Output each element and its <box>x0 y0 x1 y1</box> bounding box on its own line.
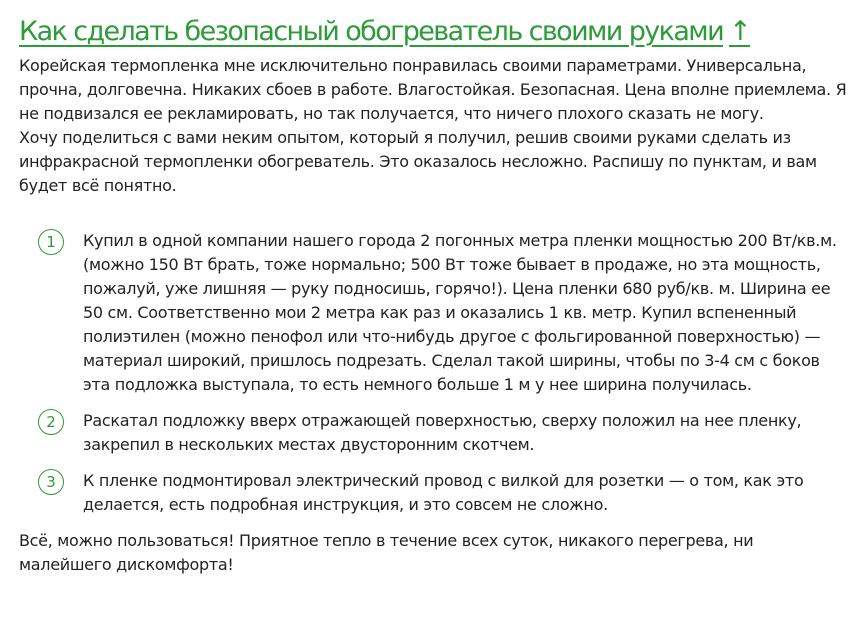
step-text: Раскатал подложку вверх отражающей поверхностью, сверху положил на нее пленку, закрепил в нескольких местах двусторонним скотчем. <box>83 411 802 454</box>
step-text: К пленке подмонтировал электрический провод с вилкой для розетки — о том, как это делается, есть подробная инструкция, и это совсем не сложно. <box>83 471 804 514</box>
step-number-badge: 2 <box>38 409 64 435</box>
step-number-badge: 3 <box>38 469 64 495</box>
article-title-link[interactable] <box>19 10 849 54</box>
step-item <box>19 469 849 517</box>
conclusion-paragraph: Всё, можно пользоваться! Приятное тепло в течение всех суток, никакого перегрева, ни малейшего дискомфорта! <box>19 531 754 574</box>
step-number-badge: 1 <box>38 229 64 255</box>
step-item <box>19 229 849 397</box>
intro-paragraph: Корейская термопленка мне исключительно понравилась своими параметрами. Универсальна, прочна, долговечна. Никаких сбоев в работе. Влагостойкая. Безопасная. Цена вполне приемлема. Я не подвизался ее рекламировать, но так получается, что ничего плохого сказать не могу. <box>19 56 847 123</box>
step-item <box>19 409 849 457</box>
step-text: Купил в одной компании нашего города 2 погонных метра пленки мощностью 200 Вт/кв.м. (можно 150 Вт брать, тоже нормально; 500 Вт тоже бывает в продаже, но эта мощность, пожалуй, уже лишняя — руку подносишь, горячо!). Цена пленки 680 руб/кв. м. Ширина ее 50 см. Соответственно мои 2 метра как раз и оказались 1 кв. метр. Купил вспененный полиэтилен (можно пенофол или что-нибудь другое с фольгированной поверхностью) — материал широкий, пришлось подрезать. Сделал такой ширины, чтобы по 3-4 см с боков эта подложка выступала, то есть немного больше 1 м у нее ширина получилась. <box>83 231 837 394</box>
article <box>19 10 849 577</box>
article-title-text[interactable]: Как сделать безопасный обогреватель своими руками <box>19 16 724 47</box>
arrow-up-icon[interactable]: ↑ <box>729 16 751 47</box>
steps-list <box>19 229 849 517</box>
experience-paragraph: Хочу поделиться с вами неким опытом, который я получил, решив своими руками сделать из инфракрасной термопленки обогреватель. Это оказалось несложно. Распишу по пунктам, и вам будет всё понятно. <box>19 128 817 195</box>
